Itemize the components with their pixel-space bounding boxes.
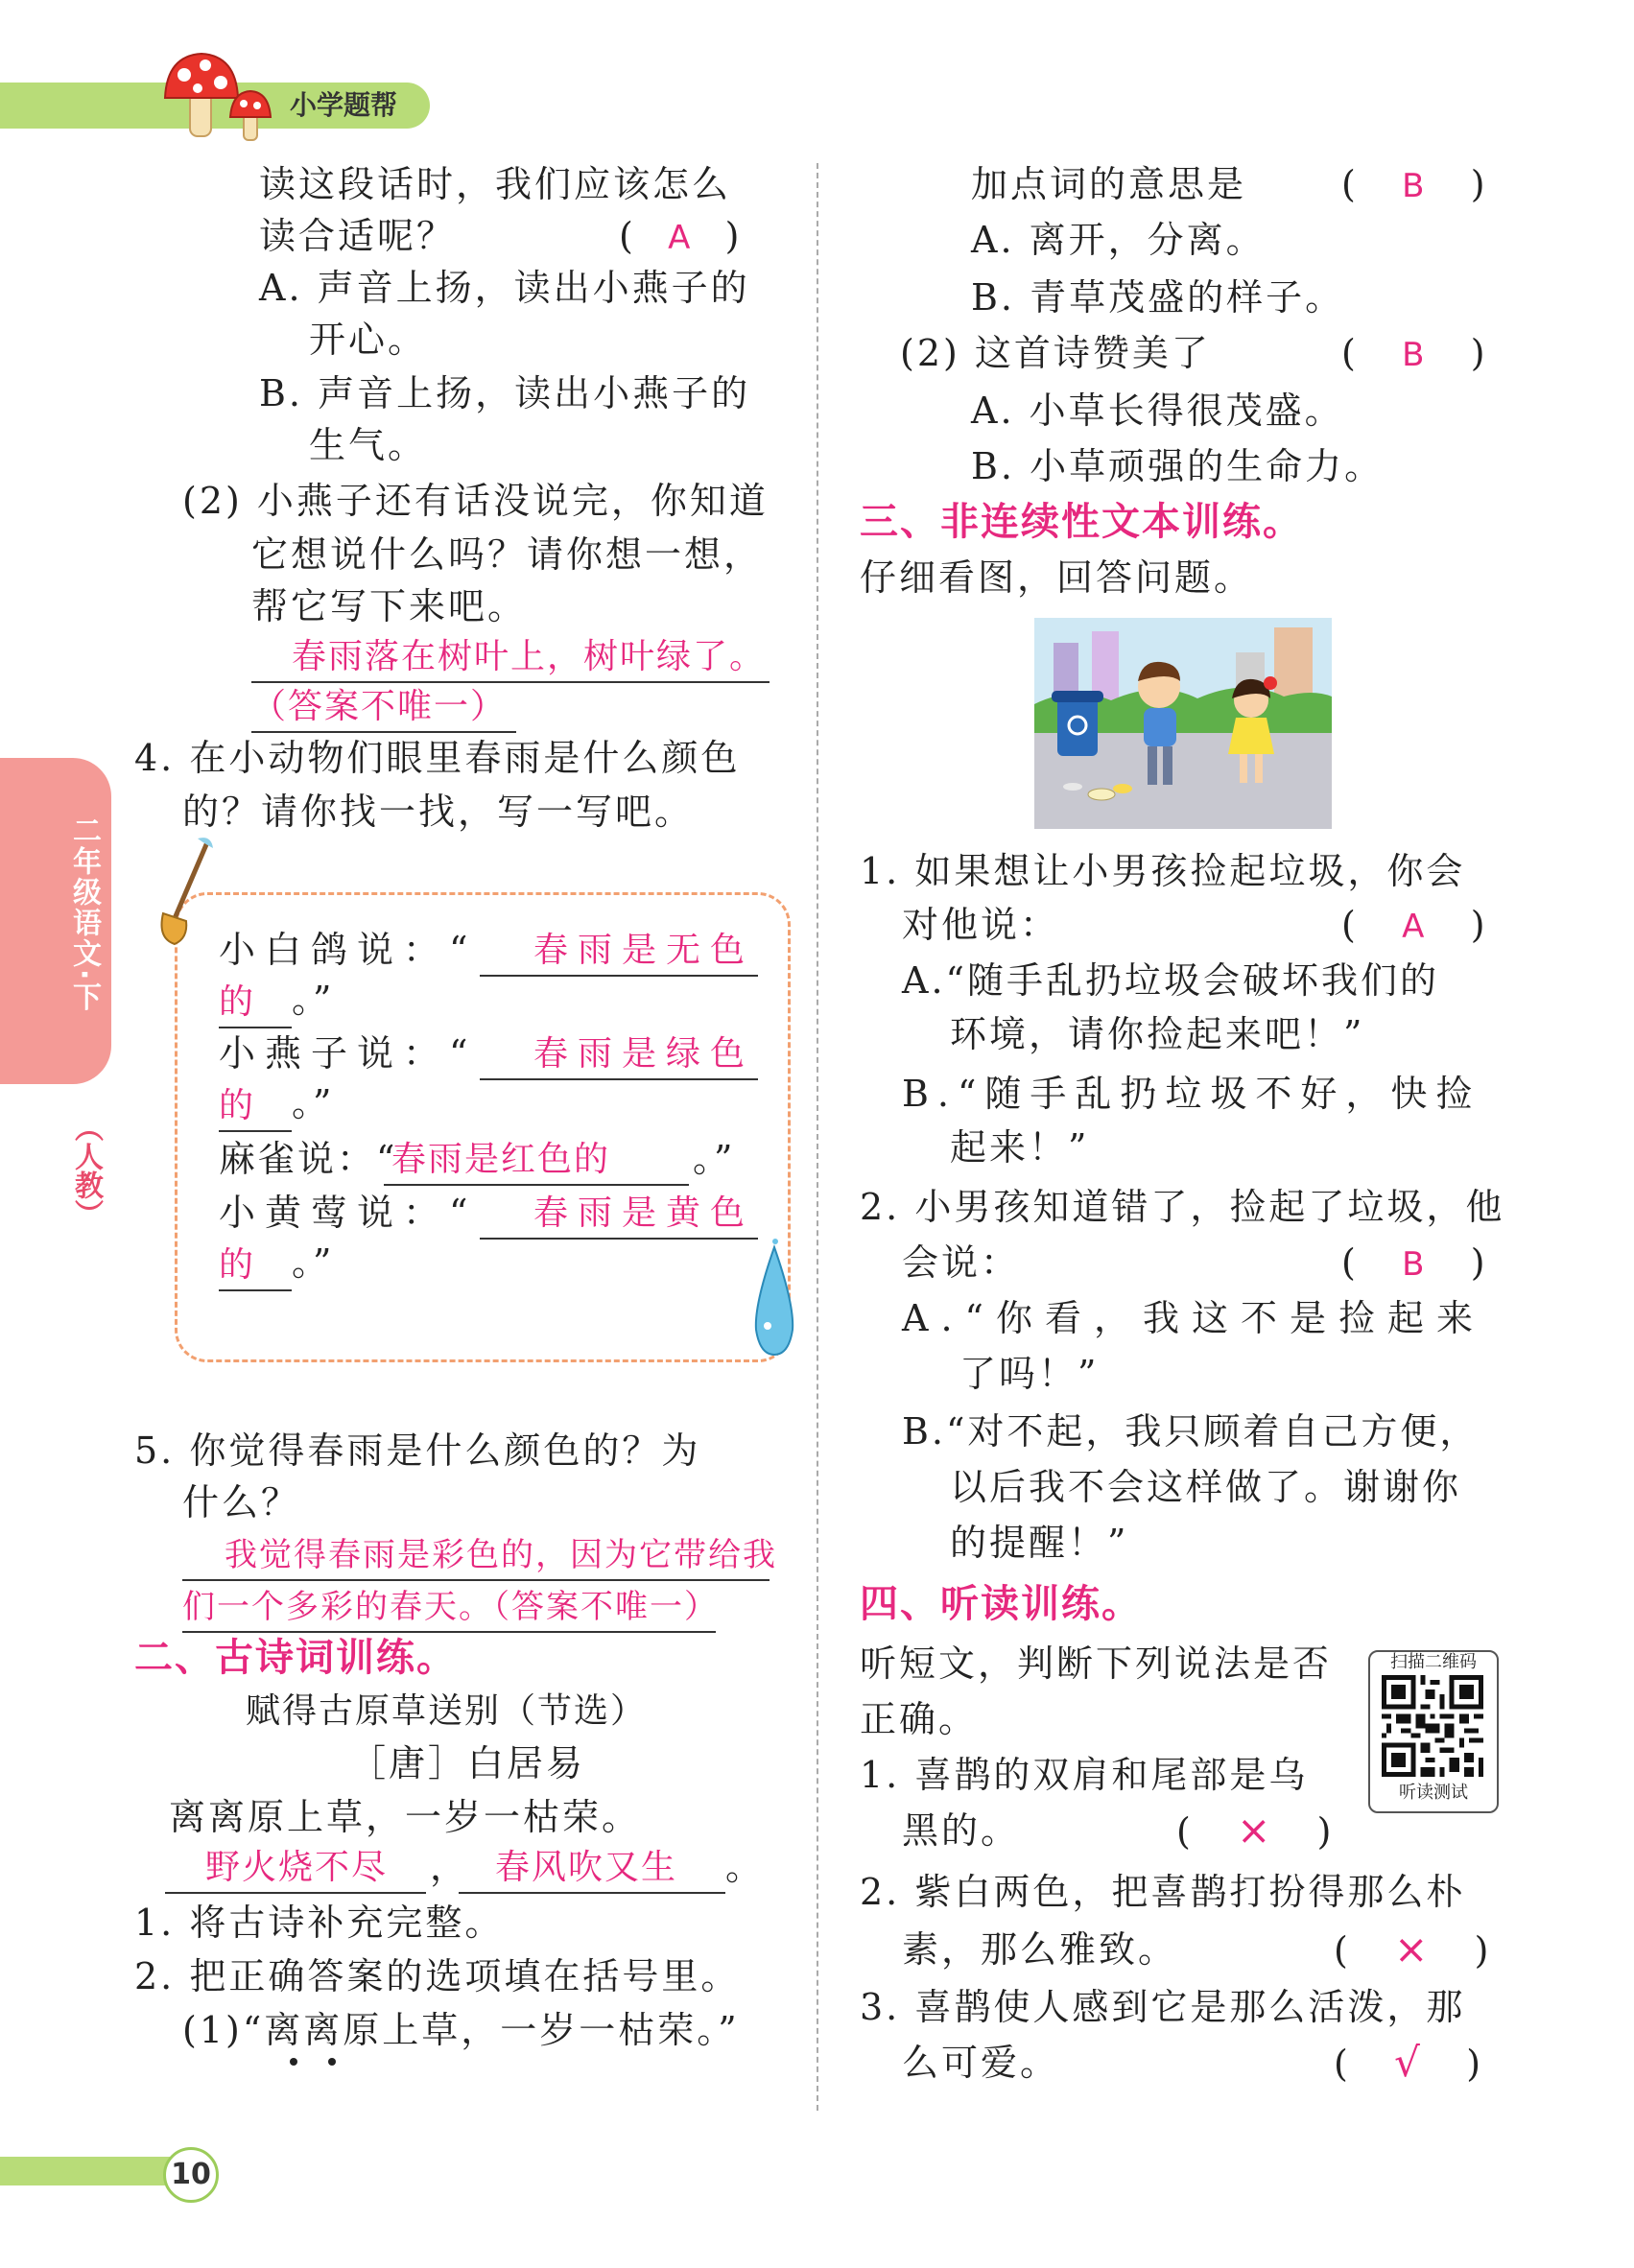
q3-option-a-line2: 开心。 xyxy=(309,319,428,361)
s3-q2-answer: B xyxy=(1402,1245,1425,1284)
s4-s3-line1: 3. 喜鹊使人感到它是那么活泼，那 xyxy=(860,1986,1466,2028)
q2-answer-line2: （答案不唯一） xyxy=(251,683,516,733)
s3-q2-option-a-line1: A.“你看，我这不是捡起来 xyxy=(902,1297,1485,1339)
swallow-answer-2: 的 xyxy=(219,1082,292,1132)
s3-q1-option-b-line1: B.“随手乱扔垃圾不好，快捡 xyxy=(902,1073,1481,1115)
s4-s2-answer-paren: ( × ) xyxy=(1334,1925,1489,1973)
s4-s3-line2: 么可爱。 xyxy=(902,2042,1060,2084)
q5-answer-line1: 我觉得春雨是彩色的，因为它带给我 xyxy=(182,1531,770,1581)
s4-s3-answer-paren: ( √ ) xyxy=(1334,2039,1481,2086)
pigeon-answer-1: 春雨是无色 xyxy=(480,927,758,977)
s3-q2-option-b-line2: 以后我不会这样做了。谢谢你 xyxy=(950,1466,1462,1508)
swallow-answer-1: 春雨是绿色 xyxy=(480,1030,758,1080)
edition-text: 人教 xyxy=(69,1142,103,1199)
swallow-close: 。” xyxy=(292,1082,335,1124)
oriole-answer-2: 的 xyxy=(219,1241,292,1291)
s4-s2-line2: 素，那么雅致。 xyxy=(902,1928,1178,1971)
mushroom-logo xyxy=(163,50,288,146)
q5-text-line2: 什么？ xyxy=(182,1481,301,1524)
s3-q1-answer: A xyxy=(1402,908,1425,946)
s3-q1-line2: 对他说： xyxy=(902,904,1060,946)
poem-title: 赋得古原草送别（节选） xyxy=(246,1691,648,1731)
s4-s1-answer: × xyxy=(1237,1807,1271,1854)
sub2-option-b: B. 小草顽强的生命力。 xyxy=(971,445,1385,487)
s2-q2: 2. 把正确答案的选项填在括号里。 xyxy=(134,1955,741,1997)
s4-s1-line1: 1. 喜鹊的双肩和尾部是乌 xyxy=(860,1754,1309,1796)
s4-intro-line1: 听短文，判断下列说法是否 xyxy=(860,1642,1333,1685)
s4-s1-answer-paren: ( × ) xyxy=(1176,1807,1332,1854)
s3-q1-answer-paren: ( A ) xyxy=(1341,904,1485,946)
s4-s1-line2: 黑的。 xyxy=(902,1809,1021,1852)
q3-answer: A xyxy=(668,219,691,257)
oriole-label: 小黄莺说：“ xyxy=(219,1192,478,1234)
sparrow-answer: 春雨是红色的 xyxy=(384,1136,689,1186)
poem-author: ［唐］白居易 xyxy=(349,1742,586,1784)
s4-s2-answer: × xyxy=(1394,1925,1429,1973)
sub2-answer: B xyxy=(1402,336,1425,374)
poem-blank-1: 野火烧不尽 xyxy=(165,1844,426,1894)
s2-q1: 1. 将古诗补充完整。 xyxy=(134,1902,505,1944)
s3-q2-option-b-line1: B.“对不起，我只顾着自己方便， xyxy=(902,1410,1480,1453)
qr-code-icon[interactable] xyxy=(1382,1675,1483,1777)
column-divider xyxy=(817,163,818,2111)
s4-intro-line2: 正确。 xyxy=(860,1698,979,1740)
sub1-answer-paren: ( B ) xyxy=(1341,163,1485,205)
poem-comma: ， xyxy=(430,1846,470,1888)
s3-q2-answer-paren: ( B ) xyxy=(1341,1241,1485,1284)
s3-q1-option-a-line2: 环境，请你捡起来吧！” xyxy=(950,1013,1365,1055)
q3-answer-paren: ( A ) xyxy=(619,215,740,257)
sparrow-close: 。” xyxy=(693,1138,736,1180)
oriole-close: 。” xyxy=(292,1241,335,1284)
sparrow-label: 麻雀说：“ xyxy=(219,1138,398,1180)
q3-option-a-line1: A. 声音上扬，读出小燕子的 xyxy=(259,267,750,309)
q5-answer-line2: 们一个多彩的春天。（答案不唯一） xyxy=(182,1583,716,1633)
sub1-option-b: B. 青草茂盛的样子。 xyxy=(971,276,1345,319)
section4-heading: 四、听读训练。 xyxy=(860,1582,1142,1626)
pigeon-label: 小白鸽说：“ xyxy=(219,929,478,971)
s2-sub1: (1)“离离原上草，一岁一枯荣。” xyxy=(182,2009,740,2051)
s4-s2-line1: 2. 紫白两色，把喜鹊打扮得那么朴 xyxy=(860,1871,1466,1913)
grade-side-tab-text: 二年级语文·下 xyxy=(67,815,101,1013)
s3-q1-option-a-line1: A.“随手乱扔垃圾会破坏我们的 xyxy=(902,959,1439,1002)
litter-illustration xyxy=(1034,618,1332,829)
page-number: 10 xyxy=(171,2158,211,2191)
sub2-line: (2) 这首诗赞美了 xyxy=(900,332,1211,374)
q2-text-line3: 帮它写下来吧。 xyxy=(251,585,528,627)
pigeon-close: 。” xyxy=(292,979,335,1021)
q2-text-line1: (2) 小燕子还有话没说完，你知道 xyxy=(182,480,769,522)
water-drop-icon xyxy=(750,1238,798,1362)
poem-blank-2: 春风吹又生 xyxy=(459,1844,725,1894)
sub1-meaning-line: 加点词的意思是 xyxy=(971,163,1247,205)
s3-q2-option-b-line3: 的提醒！” xyxy=(950,1522,1129,1564)
qr-top-label: 扫描二维码 xyxy=(1390,1652,1477,1672)
s3-q2-option-a-line2: 了吗！” xyxy=(959,1353,1100,1395)
sub1-option-a: A. 离开，分离。 xyxy=(971,219,1266,261)
q3-text-line1: 读这段话时，我们应该怎么 xyxy=(259,163,732,205)
section3-heading: 三、非连续性文本训练。 xyxy=(860,500,1303,544)
q5-text-line1: 5. 你觉得春雨是什么颜色的？为 xyxy=(134,1429,701,1472)
q3-text-line2: 读合适呢？ xyxy=(259,215,457,257)
q2-text-line2: 它想说什么吗？请你想一想， xyxy=(251,533,764,576)
brand-title: 小学题帮 xyxy=(290,89,398,121)
edition-label: （人教） xyxy=(69,1113,103,1228)
poem-line1: 离离原上草，一岁一枯荣。 xyxy=(169,1796,642,1838)
section3-intro: 仔细看图，回答问题。 xyxy=(860,556,1254,599)
q2-answer-line1: 春雨落在树叶上，树叶绿了。 xyxy=(251,633,770,683)
sub2-option-a: A. 小草长得很茂盛。 xyxy=(971,390,1344,432)
q4-text-line2: 的？请你找一找，写一写吧。 xyxy=(182,791,695,833)
broom-icon xyxy=(154,835,221,950)
q3-option-b-line2: 生气。 xyxy=(309,424,428,466)
sub1-answer: B xyxy=(1402,167,1425,205)
poem-period: 。 xyxy=(725,1846,766,1888)
pigeon-answer-2: 的 xyxy=(219,979,292,1028)
oriole-answer-1: 春雨是黄色 xyxy=(480,1190,758,1240)
s3-q1-option-b-line2: 起来！” xyxy=(950,1126,1090,1169)
q4-text-line1: 4. 在小动物们眼里春雨是什么颜色 xyxy=(134,737,741,779)
s4-s3-answer: √ xyxy=(1394,2039,1420,2086)
s3-q1-line1: 1. 如果想让小男孩捡起垃圾，你会 xyxy=(860,850,1466,892)
s3-q2-line2: 会说： xyxy=(902,1241,1021,1284)
qr-bottom-label: 听读测试 xyxy=(1399,1783,1468,1803)
q3-option-b-line1: B. 声音上扬，读出小燕子的 xyxy=(259,372,751,414)
section2-heading: 二、古诗词训练。 xyxy=(134,1636,457,1680)
swallow-label: 小燕子说：“ xyxy=(219,1032,478,1075)
sub2-answer-paren: ( B ) xyxy=(1341,332,1485,374)
emphasis-dots xyxy=(288,2053,345,2065)
s3-q2-line1: 2. 小男孩知道错了，捡起了垃圾，他 xyxy=(860,1186,1505,1228)
